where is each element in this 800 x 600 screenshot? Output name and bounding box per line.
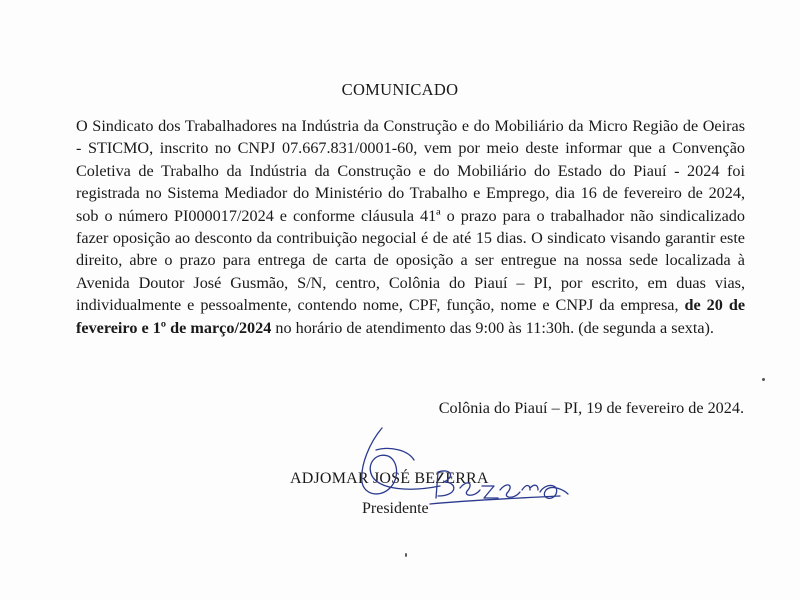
body-text-part2: no horário de atendimento das 9:00 às 11:30h. (de segunda a sexta). xyxy=(271,318,714,337)
signer-role: Presidente xyxy=(362,500,429,517)
body-paragraph xyxy=(76,115,745,339)
place-and-date: Colônia do Piauí – PI, 19 de fevereiro de 2024. xyxy=(438,399,744,417)
body-deadline-bold: de 20 de fevereiro e 1º de março/2024 xyxy=(76,296,746,337)
scan-speck xyxy=(405,553,407,557)
document-title: COMUNICADO xyxy=(341,80,459,99)
body-text-part1: O Sindicato dos Trabalhadores na Indústria da Construção e do Mobiliário da Micro Região de Oeiras - STICMO, inscrito no CNPJ 07.667.831/0001-60, vem por meio deste informar que a Convenção Coletiva de Trabalho da Indústria da Construção e do Mobiliário do Estado do Piauí - 2024 foi registrada no Sistema Mediador do Ministério do Trabalho e Emprego, dia 16 de fevereiro de 2024, sob o número PI000017/2024 e conforme cláusula 41ª o prazo para o trabalhador não sindicalizado fazer oposição ao desconto da contribuição negocial é de até 15 dias. O sindicato visando garantir este direito, abre o prazo para entrega de carta de oposição a ser entregue na nossa sede localizada à Avenida Doutor José Gusmão, S/N, centro, Colônia do Piauí – PI, por escrito, em duas vias, individualmente e pessoalmente, contendo nome, CPF, função, nome e CNPJ da empresa, xyxy=(76,117,745,315)
document-body xyxy=(76,115,745,339)
scan-speck xyxy=(762,378,765,381)
signature-block xyxy=(290,420,570,530)
signer-name: ADJOMAR JOSÉ BEZERRA xyxy=(290,470,489,487)
